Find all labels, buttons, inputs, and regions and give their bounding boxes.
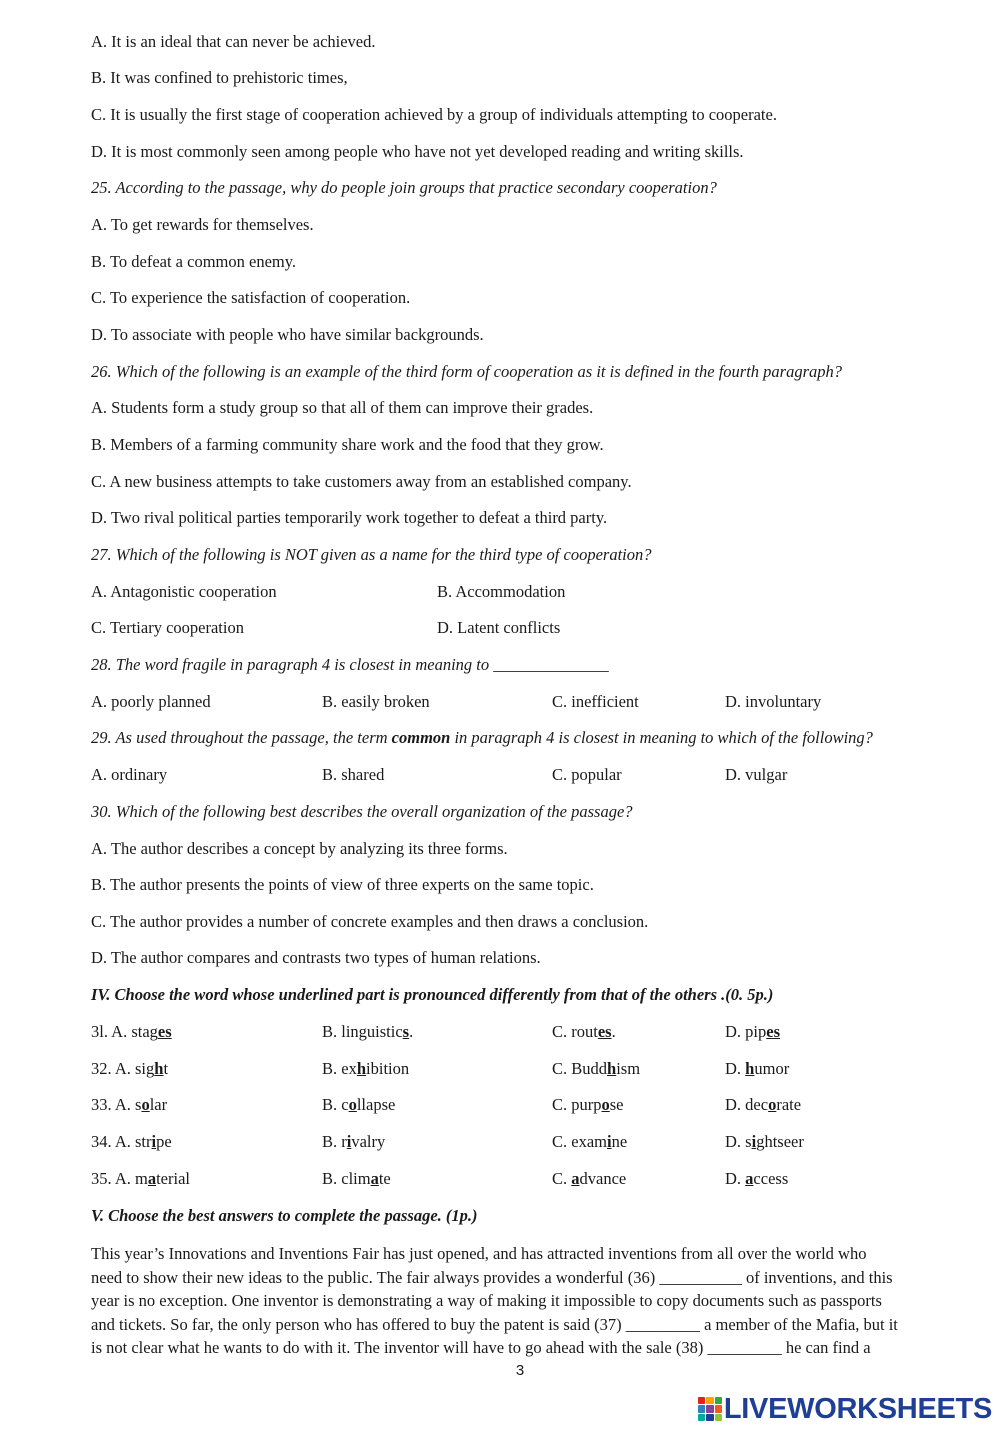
logo-tile	[715, 1414, 722, 1421]
q30-option-c: C. The author provides a number of concrete examples and then draws a conclusion.	[91, 912, 649, 931]
q24-option-d: D. It is most commonly seen among people who have not yet developed reading and writing skills.	[91, 142, 744, 161]
q29-option-b: B. shared	[322, 765, 385, 784]
q33-option-a: 33. A. solar	[91, 1095, 168, 1114]
q27-option-d: D. Latent conflicts	[437, 618, 561, 637]
q25-option-d: D. To associate with people who have similar backgrounds.	[91, 325, 484, 344]
logo-grid-icon	[698, 1397, 722, 1421]
q30-option-a: A. The author describes a concept by analyzing its three forms.	[91, 839, 508, 858]
section-5-heading: V. Choose the best answers to complete the passage. (1p.)	[91, 1206, 478, 1225]
q33-option-c: C. purpose	[552, 1095, 624, 1114]
passage-line: and tickets. So far, the only person who has offered to buy the patent is said (37) _________ a member of the Mafia, but it	[91, 1314, 898, 1334]
q28-question: 28. The word fragile in paragraph 4 is closest in meaning to ______________	[91, 655, 609, 674]
q35-option-b: B. climate	[322, 1169, 391, 1188]
q26-option-c: C. A new business attempts to take customers away from an established company.	[91, 472, 632, 491]
q35-option-c: C. advance	[552, 1169, 627, 1188]
q35-option-a: 35. A. material	[91, 1169, 190, 1188]
q26-question: 26. Which of the following is an example of the third form of cooperation as it is defined in the fourth paragraph?	[91, 362, 843, 381]
q33-option-d: D. decorate	[725, 1095, 802, 1114]
q30-option-d: D. The author compares and contrasts two types of human relations.	[91, 948, 541, 967]
q31-option-c: C. routes.	[552, 1022, 616, 1041]
q31-option-d: D. pipes	[725, 1022, 780, 1041]
logo-tile	[715, 1397, 722, 1404]
q25-option-b: B. To defeat a common enemy.	[91, 252, 297, 271]
q28-option-d: D. involuntary	[725, 692, 822, 711]
q32-option-a: 32. A. sight	[91, 1059, 169, 1078]
q30-option-b: B. The author presents the points of view of three experts on the same topic.	[91, 875, 594, 894]
passage-line: This year’s Innovations and Inventions Fair has just opened, and has attracted inventions from all over the world who	[91, 1244, 867, 1263]
q24-option-b: B. It was confined to prehistoric times,	[91, 68, 348, 87]
passage-line: need to show their new ideas to the public. The fair always provides a wonderful (36) __________ of inventions, and this	[91, 1267, 893, 1287]
q25-option-a: A. To get rewards for themselves.	[91, 215, 314, 234]
q24-option-a: A. It is an ideal that can never be achieved.	[91, 32, 376, 51]
logo-tile	[715, 1405, 722, 1412]
q30-question: 30. Which of the following best describes the overall organization of the passage?	[91, 802, 633, 821]
q33-option-b: B. collapse	[322, 1095, 396, 1114]
q32-option-c: C. Buddhism	[552, 1059, 641, 1078]
logo-tile	[706, 1405, 713, 1412]
liveworksheets-logo[interactable]	[698, 1393, 992, 1425]
q27-option-b: B. Accommodation	[437, 582, 566, 601]
q25-option-c: C. To experience the satisfaction of cooperation.	[91, 288, 411, 307]
logo-tile	[698, 1405, 705, 1412]
q35-option-d: D. access	[725, 1169, 789, 1188]
passage-line: year is no exception. One inventor is demonstrating a way of making it impossible to copy documents such as passports	[91, 1291, 882, 1310]
q27-option-c: C. Tertiary cooperation	[91, 618, 244, 637]
q27-option-a: A. Antagonistic cooperation	[91, 582, 277, 601]
q34-option-a: 34. A. stripe	[91, 1132, 172, 1151]
q32-option-d: D. humor	[725, 1059, 790, 1078]
cloze-passage	[91, 1242, 961, 1360]
page-number: 3	[515, 1362, 525, 1379]
q34-option-d: D. sightseer	[725, 1132, 804, 1151]
q26-option-b: B. Members of a farming community share work and the food that they grow.	[91, 435, 604, 454]
q28-option-c: C. inefficient	[552, 692, 639, 711]
q29-option-d: D. vulgar	[725, 765, 788, 784]
q25-question: 25. According to the passage, why do people join groups that practice secondary cooperation?	[91, 178, 717, 197]
q27-question: 27. Which of the following is NOT given as a name for the third type of cooperation?	[91, 545, 652, 564]
q26-option-d: D. Two rival political parties temporarily work together to defeat a third party.	[91, 508, 608, 527]
q29-option-a: A. ordinary	[91, 765, 168, 784]
q29-option-c: C. popular	[552, 765, 622, 784]
q26-option-a: A. Students form a study group so that all of them can improve their grades.	[91, 398, 594, 417]
q29-question: 29. As used throughout the passage, the term common in paragraph 4 is closest in meaning to which of the following?	[91, 728, 873, 747]
logo-text: LIVEWORKSHEETS	[723, 1393, 992, 1425]
q31-option-b: B. linguistics.	[322, 1022, 414, 1041]
logo-tile	[706, 1414, 713, 1421]
q29-keyword: common	[391, 728, 451, 747]
q28-option-a: A. poorly planned	[91, 692, 211, 711]
passage-line: is not clear what he wants to do with it. The inventor will have to go ahead with the sale (38) _________ he can find a	[91, 1338, 871, 1357]
q31-option-a: 3l. A. stages	[91, 1022, 172, 1041]
logo-tile	[698, 1397, 705, 1404]
q32-option-b: B. exhibition	[322, 1059, 410, 1078]
q34-option-b: B. rivalry	[322, 1132, 386, 1151]
logo-tile	[698, 1414, 705, 1421]
logo-tile	[706, 1397, 713, 1404]
q34-option-c: C. examine	[552, 1132, 628, 1151]
q24-option-c: C. It is usually the first stage of cooperation achieved by a group of individuals attempting to cooperate.	[91, 105, 777, 124]
section-4-heading: IV. Choose the word whose underlined part is pronounced differently from that of the others .(0. 5p.)	[91, 985, 774, 1004]
q28-option-b: B. easily broken	[322, 692, 430, 711]
